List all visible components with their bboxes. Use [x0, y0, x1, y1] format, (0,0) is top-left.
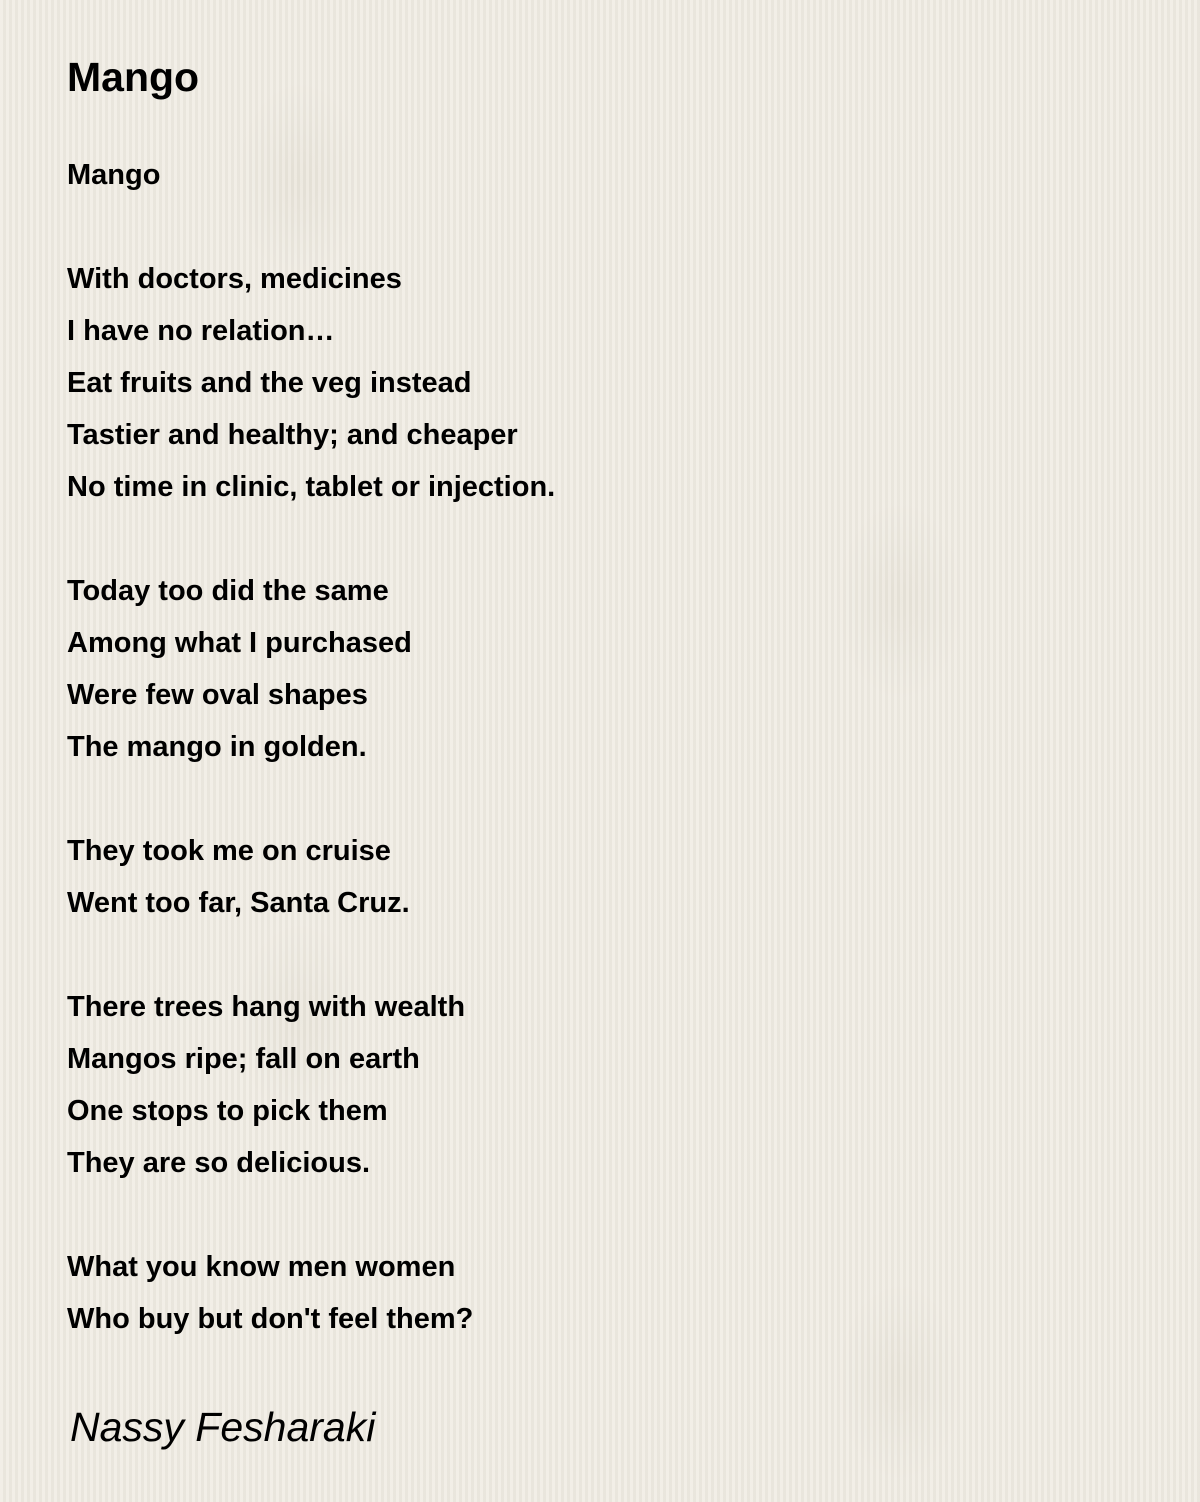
poem-body	[67, 149, 555, 1345]
poem-line: They took me on cruise	[67, 835, 391, 867]
poem-line: Went too far, Santa Cruz.	[67, 887, 410, 919]
poem-line: Who buy but don't feel them?	[67, 1303, 474, 1335]
poem-line: With doctors, medicines	[67, 263, 402, 295]
poem-line: Among what I purchased	[67, 627, 412, 659]
poem-line: Eat fruits and the veg instead	[67, 367, 472, 399]
poem-title: Mango	[67, 54, 200, 100]
poem-line: What you know men women	[67, 1251, 456, 1283]
poem-line: Mangos ripe; fall on earth	[67, 1043, 420, 1075]
poem-line: There trees hang with wealth	[67, 991, 466, 1023]
poem-line: They are so delicious.	[67, 1147, 370, 1179]
poem-line: Were few oval shapes	[67, 679, 368, 711]
stanza-break	[67, 513, 555, 565]
stanza-break	[67, 773, 555, 825]
poem-line: Tastier and healthy; and cheaper	[67, 419, 518, 451]
poem-line: No time in clinic, tablet or injection.	[67, 471, 556, 503]
stanza-break	[67, 201, 555, 253]
poem-line: One stops to pick them	[67, 1095, 388, 1127]
poem-author: Nassy Fesharaki	[70, 1404, 376, 1450]
stanza-break	[67, 1189, 555, 1241]
poem-line: The mango in golden.	[67, 731, 367, 763]
stanza-break	[67, 929, 555, 981]
poem-line: Today too did the same	[67, 575, 389, 607]
poem-line: Mango	[67, 159, 161, 191]
poem-line: I have no relation…	[67, 315, 335, 347]
